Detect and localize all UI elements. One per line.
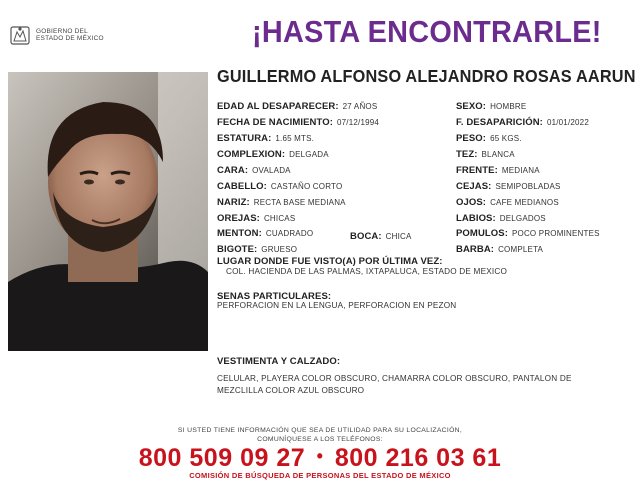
- phone-numbers: [0, 444, 640, 473]
- field-label: MENTON:: [217, 228, 262, 239]
- field-value: 65 KGS.: [490, 134, 522, 143]
- field-label: BIGOTE:: [217, 244, 258, 255]
- clothing-text-line1: CELULAR, PLAYERA COLOR OBSCURO, CHAMARRA COLOR OBSCURO, PANTALON DE: [217, 374, 572, 383]
- field-label: EDAD AL DESAPARECER:: [217, 101, 339, 112]
- government-name-line1: GOBIERNO DEL: [36, 27, 88, 35]
- clothing-title: VESTIMENTA Y CALZADO:: [217, 356, 341, 367]
- clothing-text-line2: MEZCLILLA COLOR AZUL OBSCURO: [217, 386, 365, 395]
- last-seen-text: COL. HACIENDA DE LAS PALMAS, IXTAPALUCA, ESTADO DE MEXICO: [226, 267, 508, 276]
- field-value: BLANCA: [481, 150, 515, 159]
- field-boca: [350, 226, 412, 244]
- field-barba: [456, 239, 543, 257]
- missing-person-photo: [8, 72, 208, 351]
- field-label: NARIZ:: [217, 197, 250, 208]
- field-value: DELGADA: [289, 150, 329, 159]
- field-value: RECTA BASE MEDIANA: [253, 198, 346, 207]
- field-label: OJOS:: [456, 197, 487, 208]
- field-label: ESTATURA:: [217, 133, 272, 144]
- field-value: 1.65 MTS.: [275, 134, 315, 143]
- field-value: HOMBRE: [490, 102, 527, 111]
- field-bigote: [217, 239, 297, 257]
- field-value: CHICA: [385, 232, 412, 241]
- field-value: 07/12/1994: [337, 118, 380, 127]
- field-label: POMULOS:: [456, 228, 508, 239]
- field-value: GRUESO: [261, 245, 298, 254]
- commission-name: COMISIÓN DE BÚSQUEDA DE PERSONAS DEL ESTADO DE MÉXICO: [189, 471, 451, 480]
- field-label: FECHA DE NACIMIENTO:: [217, 117, 333, 128]
- government-logo: [8, 22, 123, 48]
- field-label: CEJAS:: [456, 181, 492, 192]
- headline: ¡HASTA ENCONTRARLE!: [252, 14, 602, 49]
- field-label: LABIOS:: [456, 213, 496, 224]
- field-label: CARA:: [217, 165, 249, 176]
- field-value: 27 AÑOS: [342, 102, 378, 111]
- field-value: SEMIPOBLADAS: [495, 182, 561, 191]
- field-value: MEDIANA: [501, 166, 540, 175]
- field-value: CUADRADO: [265, 229, 314, 238]
- particular-signs-text: PERFORACION EN LA LENGUA, PERFORACION EN PEZON: [217, 301, 457, 310]
- government-name: [36, 28, 104, 43]
- field-value: 01/01/2022: [546, 118, 589, 127]
- field-value: OVALADA: [252, 166, 291, 175]
- field-label: COMPLEXION:: [217, 149, 286, 160]
- field-value: DELGADOS: [499, 214, 546, 223]
- field-label: OREJAS:: [217, 213, 260, 224]
- field-label: BARBA:: [456, 244, 495, 255]
- field-value: POCO PROMINENTES: [512, 229, 600, 238]
- contact-note-line1: SI USTED TIENE INFORMACIÓN QUE SEA DE UTILIDAD PARA SU LOCALIZACIÓN,: [177, 427, 463, 434]
- field-value: CAFE MEDIANOS: [490, 198, 559, 207]
- field-label: PESO:: [456, 133, 487, 144]
- field-label: BOCA:: [350, 231, 382, 242]
- field-label: FRENTE:: [456, 165, 498, 176]
- portrait-image: [8, 72, 208, 351]
- last-seen-title: LUGAR DONDE FUE VISTO(A) POR ÚLTIMA VEZ:: [217, 256, 443, 267]
- phone-number-2[interactable]: 800 216 03 61: [334, 444, 502, 472]
- field-label: F. DESAPARICIÓN:: [456, 117, 543, 128]
- field-value: COMPLETA: [498, 245, 544, 254]
- phone-number-1[interactable]: 800 509 09 27: [138, 444, 306, 472]
- particular-signs-title: SENAS PARTICULARES:: [217, 291, 332, 302]
- field-value: CASTAÑO CORTO: [270, 182, 343, 191]
- field-label: TEZ:: [456, 149, 478, 160]
- field-value: CHICAS: [263, 214, 296, 223]
- field-label: CABELLO:: [217, 181, 267, 192]
- phone-separator: •: [316, 446, 324, 466]
- contact-note-line2: COMUNÍQUESE A LOS TELÉFONOS:: [257, 435, 383, 443]
- contact-note: [0, 427, 640, 444]
- person-name: GUILLERMO ALFONSO ALEJANDRO ROSAS AARUN: [217, 66, 636, 86]
- coat-of-arms-icon: [8, 23, 32, 47]
- field-label: SEXO:: [456, 101, 487, 112]
- government-name-line2: ESTADO DE MÉXICO: [36, 35, 104, 42]
